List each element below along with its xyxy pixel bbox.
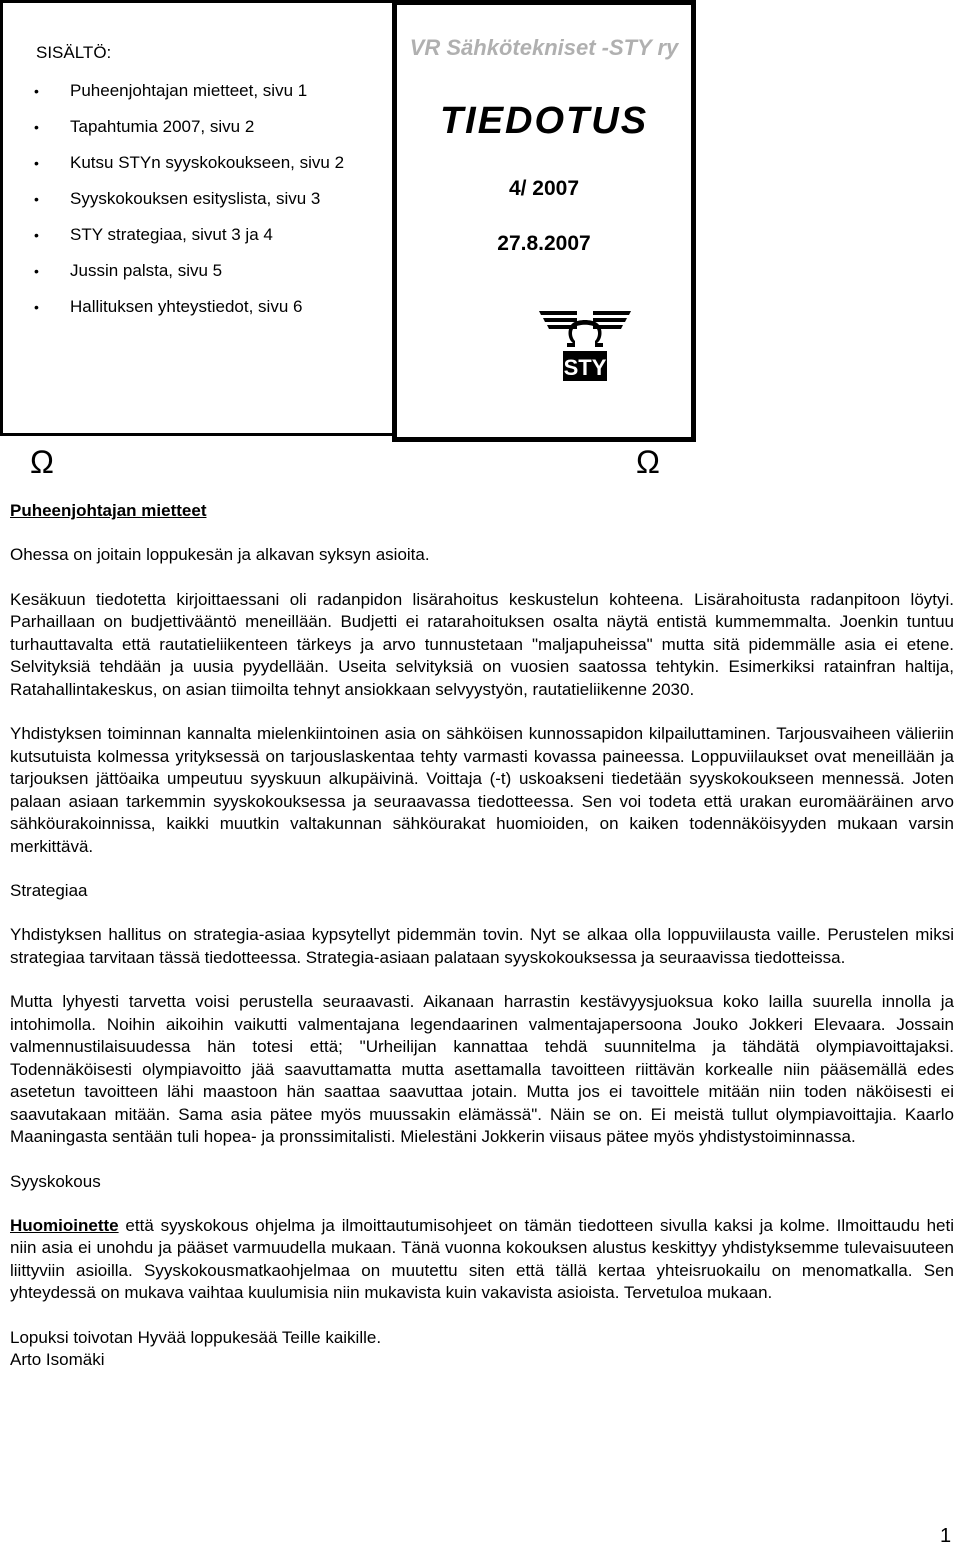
bullet-icon: •: [34, 155, 39, 171]
bullet-icon: •: [34, 227, 39, 243]
masthead: [392, 0, 696, 442]
contents-item-label: Kutsu STYn syyskokoukseen, sivu 2: [70, 153, 345, 172]
contents-item-label: Puheenjohtajan mietteet, sivu 1: [70, 81, 308, 100]
organization-name: VR Sähkötekniset -STY ry: [409, 35, 679, 60]
bullet-icon: •: [34, 191, 39, 207]
contents-item-label: Hallituksen yhteystiedot, sivu 6: [70, 297, 303, 316]
newsletter-title: TIEDOTUS: [439, 100, 649, 142]
signature: Arto Isomäki: [10, 1350, 105, 1369]
sty-logo-icon: [537, 303, 633, 383]
article-title: Puheenjohtajan mietteet: [10, 501, 207, 520]
article-body: [10, 500, 954, 1372]
contents-title: SISÄLTÖ:: [36, 43, 112, 62]
closing-line: Lopuksi toivotan Hyvää loppukesää Teille kaikille.: [10, 1327, 382, 1347]
omega-symbol-left: Ω: [30, 444, 54, 480]
paragraph-meeting-text: että syyskokous ohjelma ja ilmoittautumisohjeet on tämän tiedotteen sivulla kaksi ja kolme. Ilmoittaudu heti niin asia ei unohdu ja pääset varmuudella mukaan. Tänä vuonna kokouksen alustus keskittyy yhdistyksemme tulevaisuuteen liittyviin asioilla. Syyskokousmatkaohjelmaa on muutettu siten että tällä kertaa yhteisruokailu on menomatkalla. Sen yhteydessä on mukava vaihtaa kuulumisia niin mukavista kuin vakavista asioista. Tervetuloa mukaan.: [10, 1215, 954, 1302]
contents-box: [0, 0, 392, 436]
contents-item-label: Tapahtumia 2007, sivu 2: [70, 117, 255, 136]
omega-symbol-right: Ω: [636, 444, 660, 480]
logo-text: STY: [563, 355, 607, 380]
paragraph-meeting: [10, 1215, 954, 1305]
heading-meeting: Syyskokous: [10, 1171, 101, 1191]
page-number: 1: [940, 1525, 952, 1547]
contents-item-label: STY strategiaa, sivut 3 ja 4: [70, 225, 273, 244]
contents-item-label: Jussin palsta, sivu 5: [70, 261, 223, 280]
heading-strategy: Strategiaa: [10, 881, 88, 900]
paragraph-tendering: Yhdistyksen toiminnan kannalta mielenkiintoinen asia on sähköisen kunnossapidon kilpailuttaminen. Tarjousvaiheen välieriin kutsutuista kolmessa yrityksessä on tarjouslaskentaa tehty varmasti kovassa paineessa. Loppuviilaukset ovat meneillään ja tarjouksen jättöaika umpeutuu syyskuun alkupäivinä. Voittaja (-t) uskoakseni tiedetään syyskokoukseen mennessä. Joten palaan asiaan tarkemmin syyskokouksessa ja seuraavassa tiedotteessa. Sen voi todeta että urakan euromääräinen arvo sähköurakoinnissa, kaikki muutkin valtakunnan sähköurakat huomioiden, on kaiken todennäköisyyden mukaan varsin merkittävä.: [10, 724, 954, 856]
issue-number: 4/ 2007: [508, 177, 580, 200]
bullet-icon: •: [34, 299, 39, 315]
bullet-icon: •: [34, 119, 39, 135]
paragraph-running: Mutta lyhyesti tarvetta voisi perustella seuraavasti. Aikanaan harrastin kestävyysjuoksua koko lailla suurella innolla ja intohimolla. Noihin aikoihin vaikutti valmentajana legendaarinen valmentajapersoona Jouko Jokkeri Elevaara. Jossain valmennustilaisuudessa hän totesi että; "Urheilijan kannattaa tehdä suunnitelma ja tähdätä olympiavoittajaksi. Todennäköisesti olympiavoitto jää saavuttamatta mutta asettamalla tavoitteen riittävän korkealle niin pääsemällä edes asetetun tavoitteen lähi maastoon hän saattaa saavuttaa jotain. Mutta jos ei tavoittele mitään niin toden näköisesti ei saavutakaan mitään. Sama asia pätee myös muussakin elämässä". Näin se on. Ei meistä tullut olympiavoittajia. Kaarlo Maaningasta sentään tuli hopea- ja pronssimitalisti. Mielestäni Jokkerin viisaus pätee myös yhdistystoiminnassa.: [10, 992, 954, 1146]
bullet-icon: •: [34, 263, 39, 279]
bullet-icon: •: [34, 83, 39, 99]
highlight-note: Huomioinette: [10, 1215, 119, 1235]
paragraph-intro: Ohessa on joitain loppukesän ja alkavan syksyn asioita.: [10, 545, 430, 564]
publication-date: 27.8.2007: [497, 232, 591, 255]
contents-item-label: Syyskokouksen esityslista, sivu 3: [70, 189, 321, 208]
paragraph-strategy: Yhdistyksen hallitus on strategia-asiaa kypsytellyt pidemmän tovin. Nyt se alkaa olla loppuviilausta vaille. Perustelen miksi strategiaa tarvitaan tässä tiedotteessa. Strategia-asiaan palataan syyskokouksessa ja seuraavissa tiedotteissa.: [10, 925, 954, 967]
paragraph-funding: Kesäkuun tiedotetta kirjoittaessani oli radanpidon lisärahoitus keskustelun kohteena. Lisärahoitusta radanpitoon löytyi. Parhaillaan on budjettivääntö meneillään. Budjetti ei ratarahoituksen osalta näytä entistä kummemmalta. Joenkin tuntuu turhauttavalta että rautatieliikenteen tärkeys ja arvo tunnustetaan "maljapuheissa" mutta sitä pidemmälle asia ei etene. Selvityksiä tehdään ja uusia pyydellään. Useita selvityksiä on vuosien saatossa tehtykin. Esimerkiksi ratainfran haltija, Ratahallintakeskus, on asian tiimoilta tehnyt ansiokkaan selvyystyön, rautatieliikenne 2030.: [10, 589, 954, 699]
